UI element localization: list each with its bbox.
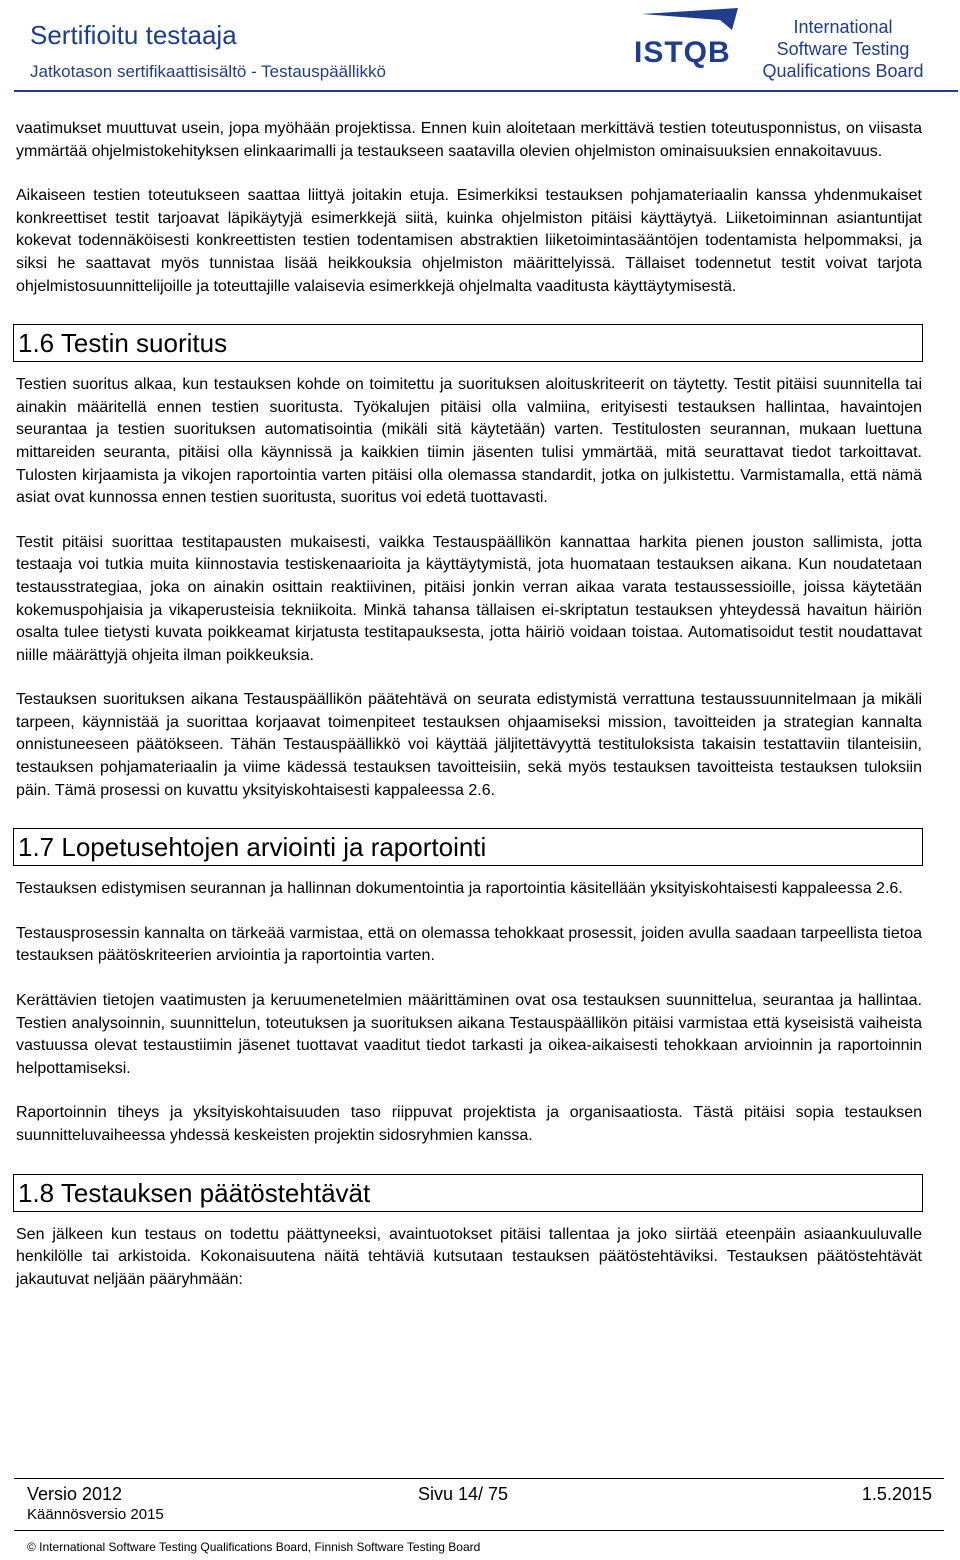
organization-name: [743, 16, 943, 82]
footer-divider-bottom: [14, 1530, 944, 1531]
paragraph: Aikaiseen testien toteutukseen saattaa liittyä joitakin etuja. Esimerkiksi testauksen pohjamateriaalin kanssa yhdenmukaiset konkreettiset testit tarjoavat läpikäytyjä esimerkkejä siitä, kuinka ohjelmiston pitäisi käyttäytyä. Liiketoiminnan asiantuntijat kokevat todennäköisesti konkreettisten testien todentamisen abstraktien liiketoimintasääntöjen todentamista helpommaksi, ja siksi he saattavat myös tunnistaa lisää heikkouksia ohjelmiston määrittelyissä. Tällaiset todennetut testit voivat tarjota ohjelmistosuunnittelijoille ja toteuttajille valaisevia esimerkkejä ohjelmalta vaaditusta käyttäytymisestä.: [16, 187, 922, 295]
footer-version: Versio 2012: [27, 1484, 123, 1504]
paragraph: Kerättävien tietojen vaatimusten ja keruumenetelmien määrittäminen ovat osa testauksen suunnittelua, seurantaa ja hallintaa. Testien analysoinnin, suunnittelun, toteutuksen ja suorituksen aikana Testauspäällikön pitäisi varmistaa että kyseisistä vaiheista vastuussa olevat testaustiimin jäsenet tuottavat vaaditut tiedot tarkasti ja oikea-aikaisesti tehokkaan arvioinnin ja raportoinnin helpottamiseksi.: [16, 992, 922, 1077]
section-heading-1-7: 1.7 Lopetusehtojen arviointi ja raportointi: [13, 828, 923, 866]
document-title: Sertifioitu testaaja: [30, 20, 237, 50]
footer-date: 1.5.2015: [861, 1484, 932, 1504]
section-heading-1-6: 1.6 Testin suoritus: [13, 324, 923, 362]
section-heading-1-8: 1.8 Testauksen päätöstehtävät: [13, 1174, 923, 1212]
copyright-notice: © International Software Testing Qualifications Board, Finnish Software Testing Board: [27, 1540, 481, 1554]
org-line-2: Software Testing: [776, 39, 910, 59]
istqb-logo: [632, 4, 742, 84]
page-header: [0, 0, 960, 92]
org-line-1: International: [793, 17, 893, 37]
paragraph: Testit pitäisi suorittaa testitapausten mukaisesti, vaikka Testauspäällikön kannattaa harkita pienen jouston sallimista, jotta testaaja voi tutkia muita kiinnostavia testiskenaarioita ja käyttäytymistä, jota huomataan testauksen aikana. Kun noudatetaan testausstrategiaa, joka on ainakin osittain reaktiivinen, pitäisi jonkin verran aikaa varata testaussessioille, joissa käytetään kokemuspohjaisia ja vikaperusteisia tekniikoita. Minkä tahansa tällaisen ei-skriptatun testauksen yhteydessä havaitun häiriön osalta tulee tietysti kuvata poikkeamat kirjatusta testitapauksesta, jotta häiriö voidaan toistaa. Automatisoidut testit noudattavat niille määrättyjä ohjeita ilman poikkeuksia.: [16, 533, 922, 664]
footer-divider: [14, 1478, 944, 1479]
paragraph: Testausprosessin kannalta on tärkeää varmistaa, että on olemassa tehokkaat prosessit, joiden avulla saadaan tarpeellista tietoa testauksen päätöskriteerien arviointia ja raportointia varten.: [16, 924, 922, 965]
paragraph: Testauksen edistymisen seurannan ja hallinnan dokumentointia ja raportointia käsitellään yksityiskohtaisesti kappaleessa 2.6.: [16, 880, 903, 898]
page-number: Sivu 14/ 75: [418, 1484, 509, 1504]
page-content: [16, 118, 922, 1313]
paragraph: Testien suoritus alkaa, kun testauksen kohde on toimitettu ja suorituksen aloituskriteerit on täytetty. Testit pitäisi suunnitella tai ainakin määritellä ennen testien suoritusta. Työkalujen pitäisi olla valmiina, erityisesti testauksen hallintaa, havaintojen seurantaa ja testien suorituksen automatisointia (mikäli sitä käytetään) varten. Testitulosten seurannan, mukaan luettuna mittareiden seuranta, pitäisi olla käynnissä ja kaikkien tiimin jäsenten tulisi ymmärtää, mitä seurattavat tiedot tarkoittavat. Tulosten kirjaamista ja vikojen raportointia varten pitäisi olla olemassa standardit, jotka on julkistettu. Varmistamalla, että nämä asiat ovat kunnossa ennen testien suoritusta, suoritus voi edetä tuottavasti.: [16, 376, 922, 507]
paragraph: vaatimukset muuttuvat usein, jopa myöhään projektissa. Ennen kuin aloitetaan merkittävä testien toteutusponnistus, on viisasta ymmärtää ohjelmistokehityksen elinkaarimalli ja testaukseen saatavilla olevien ohjelmiston ominaisuuksien ennakoitavuus.: [16, 120, 922, 160]
org-line-3: Qualifications Board: [762, 61, 924, 81]
header-divider: [14, 90, 958, 92]
paragraph: Sen jälkeen kun testaus on todettu päättyneeksi, avaintuotokset pitäisi tallentaa ja joko siirtää eteenpäin asiaankuuluvalle henkilölle tai arkistoida. Kokonaisuutena näitä tehtäviä kutsutaan testauksen päätöstehtäviksi. Testauksen päätöstehtävät jakautuvat neljään pääryhmään:: [16, 1225, 922, 1288]
istqb-logo-text: ISTQB: [634, 36, 731, 69]
document-subtitle: Jatkotason sertifikaattisisältö - Testauspäällikkö: [30, 62, 386, 81]
footer-translation-version: Käännösversio 2015: [27, 1506, 164, 1523]
paragraph: Raportoinnin tiheys ja yksityiskohtaisuuden taso riippuvat projektista ja organisaatiosta. Tästä pitäisi sopia testauksen suunnitteluvaiheessa yhdessä keskeisten projektin sidosryhmien kanssa.: [16, 1104, 922, 1144]
paragraph: Testauksen suorituksen aikana Testauspäällikön päätehtävä on seurata edistymistä verrattuna testaussuunnitelmaan ja mikäli tarpeen, käynnistää ja suorittaa korjaavat toimenpiteet testauksen ohjaamiseksi mission, tavoitteiden ja strategian kannalta onnistuneeseen päätökseen. Tähän Testauspäällikkö voi käyttää jäljitettävyyttä testituloksista takaisin testattaviin tilanteisiin, testauksen pohjamateriaalin ja viime kädessä testauksen tavoitteisiin, sekä myös testauksen tavoitteista testauksen tuloksiin päin. Tämä prosessi on kuvattu yksityiskohtaisesti kappaleessa 2.6.: [16, 691, 922, 799]
